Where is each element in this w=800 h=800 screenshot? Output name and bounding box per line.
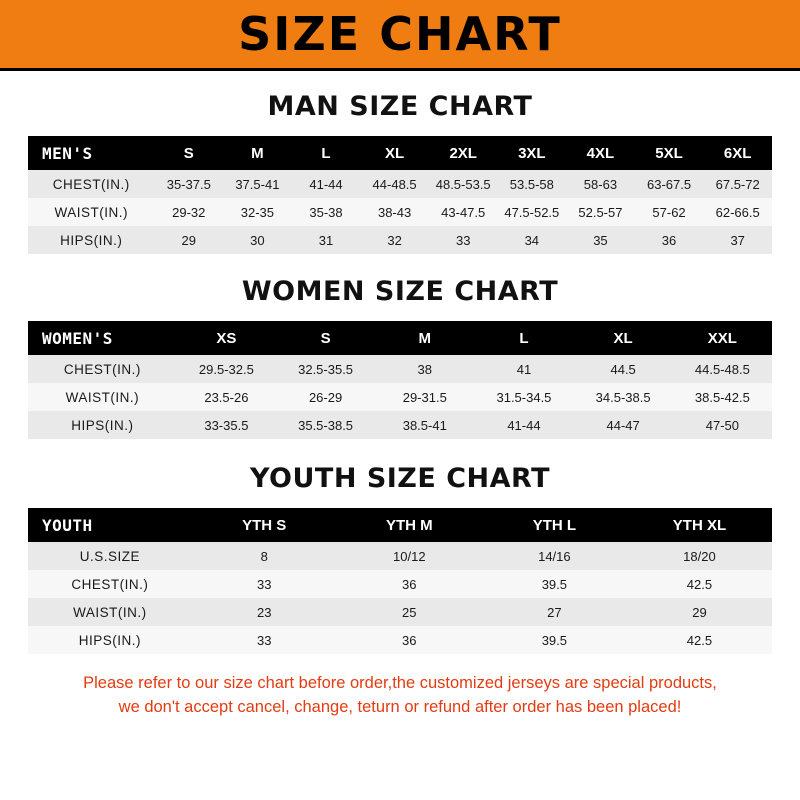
men-row-label: HIPS(IN.) [28,226,154,254]
men-cell: 35-38 [292,198,361,226]
men-col-header: XL [360,136,429,170]
men-cell: 31 [292,226,361,254]
men-cell: 37 [703,226,772,254]
men-cell: 35 [566,226,635,254]
youth-cell: 10/12 [337,542,482,570]
men-cell: 58-63 [566,170,635,198]
youth-cell: 25 [337,598,482,626]
men-cell: 32 [360,226,429,254]
women-cell: 38.5-42.5 [673,383,772,411]
men-size-table [28,136,772,254]
men-col-header: 4XL [566,136,635,170]
order-policy-note [0,672,800,720]
youth-cell: 42.5 [627,626,772,654]
youth-cell: 33 [192,570,337,598]
women-cell: 44.5-48.5 [673,355,772,383]
youth-table-body [28,542,772,654]
men-cell: 38-43 [360,198,429,226]
women-cell: 26-29 [276,383,375,411]
women-table-head [28,321,772,355]
note-line-2: we don't accept cancel, change, teturn or refund after order has been placed! [118,697,682,716]
men-cell: 30 [223,226,292,254]
table-row [28,570,772,598]
youth-col-header: YTH S [192,508,337,542]
men-cell: 37.5-41 [223,170,292,198]
youth-row-header-label: YOUTH [28,508,192,542]
youth-table-wrap [0,508,800,654]
men-cell: 41-44 [292,170,361,198]
men-header-row [28,136,772,170]
men-col-header: M [223,136,292,170]
page-title: SIZE CHART [238,7,562,61]
youth-section-title: YOUTH SIZE CHART [249,463,551,494]
youth-cell: 33 [192,626,337,654]
youth-row-label: HIPS(IN.) [28,626,192,654]
women-table-wrap [0,321,800,439]
men-cell: 29-32 [154,198,223,226]
youth-cell: 23 [192,598,337,626]
women-col-header: XXL [673,321,772,355]
youth-col-header: YTH L [482,508,627,542]
women-cell: 29-31.5 [375,383,474,411]
men-cell: 67.5-72 [703,170,772,198]
table-row [28,355,772,383]
men-cell: 63-67.5 [635,170,704,198]
table-row [28,411,772,439]
youth-row-label: WAIST(IN.) [28,598,192,626]
men-cell: 34 [498,226,567,254]
women-cell: 32.5-35.5 [276,355,375,383]
women-col-header: M [375,321,474,355]
table-row [28,383,772,411]
table-row [28,626,772,654]
youth-cell: 39.5 [482,570,627,598]
women-col-header: XS [177,321,276,355]
men-cell: 43-47.5 [429,198,498,226]
youth-cell: 36 [337,626,482,654]
men-col-header: 3XL [498,136,567,170]
women-cell: 41-44 [474,411,573,439]
youth-cell: 14/16 [482,542,627,570]
youth-cell: 27 [482,598,627,626]
table-row [28,226,772,254]
women-cell: 23.5-26 [177,383,276,411]
youth-cell: 18/20 [627,542,772,570]
women-row-label: WAIST(IN.) [28,383,177,411]
women-row-label: HIPS(IN.) [28,411,177,439]
men-col-header: 5XL [635,136,704,170]
women-header-row [28,321,772,355]
men-row-label: WAIST(IN.) [28,198,154,226]
women-cell: 29.5-32.5 [177,355,276,383]
women-cell: 47-50 [673,411,772,439]
note-line-1: Please refer to our size chart before order,the customized jerseys are special products, [83,674,717,692]
men-cell: 33 [429,226,498,254]
men-section-title: MAN SIZE CHART [267,91,533,122]
women-cell: 33-35.5 [177,411,276,439]
men-col-header: 6XL [703,136,772,170]
men-cell: 52.5-57 [566,198,635,226]
men-cell: 35-37.5 [154,170,223,198]
youth-row-label: U.S.SIZE [28,542,192,570]
men-cell: 44-48.5 [360,170,429,198]
youth-cell: 42.5 [627,570,772,598]
women-cell: 31.5-34.5 [474,383,573,411]
men-cell: 53.5-58 [498,170,567,198]
men-table-body [28,170,772,254]
men-col-header: S [154,136,223,170]
men-row-label: CHEST(IN.) [28,170,154,198]
men-table-wrap [0,136,800,254]
women-cell: 38.5-41 [375,411,474,439]
men-cell: 57-62 [635,198,704,226]
men-table-head [28,136,772,170]
men-col-header: 2XL [429,136,498,170]
women-size-table [28,321,772,439]
men-row-header-label: MEN'S [28,136,154,170]
youth-col-header: YTH M [337,508,482,542]
table-row [28,598,772,626]
men-cell: 48.5-53.5 [429,170,498,198]
women-cell: 34.5-38.5 [574,383,673,411]
youth-cell: 8 [192,542,337,570]
women-row-header-label: WOMEN'S [28,321,177,355]
women-cell: 41 [474,355,573,383]
women-cell: 35.5-38.5 [276,411,375,439]
men-cell: 32-35 [223,198,292,226]
youth-cell: 29 [627,598,772,626]
men-cell: 29 [154,226,223,254]
women-col-header: L [474,321,573,355]
youth-cell: 39.5 [482,626,627,654]
women-section-title: WOMEN SIZE CHART [241,276,559,307]
youth-col-header: YTH XL [627,508,772,542]
table-row [28,170,772,198]
women-cell: 38 [375,355,474,383]
youth-header-row [28,508,772,542]
women-col-header: S [276,321,375,355]
table-row [28,198,772,226]
men-cell: 36 [635,226,704,254]
men-cell: 47.5-52.5 [498,198,567,226]
women-cell: 44.5 [574,355,673,383]
header-banner [0,0,800,71]
women-row-label: CHEST(IN.) [28,355,177,383]
youth-cell: 36 [337,570,482,598]
men-col-header: L [292,136,361,170]
youth-table-head [28,508,772,542]
women-col-header: XL [574,321,673,355]
women-table-body [28,355,772,439]
men-cell: 62-66.5 [703,198,772,226]
youth-row-label: CHEST(IN.) [28,570,192,598]
women-cell: 44-47 [574,411,673,439]
youth-size-table [28,508,772,654]
table-row [28,542,772,570]
